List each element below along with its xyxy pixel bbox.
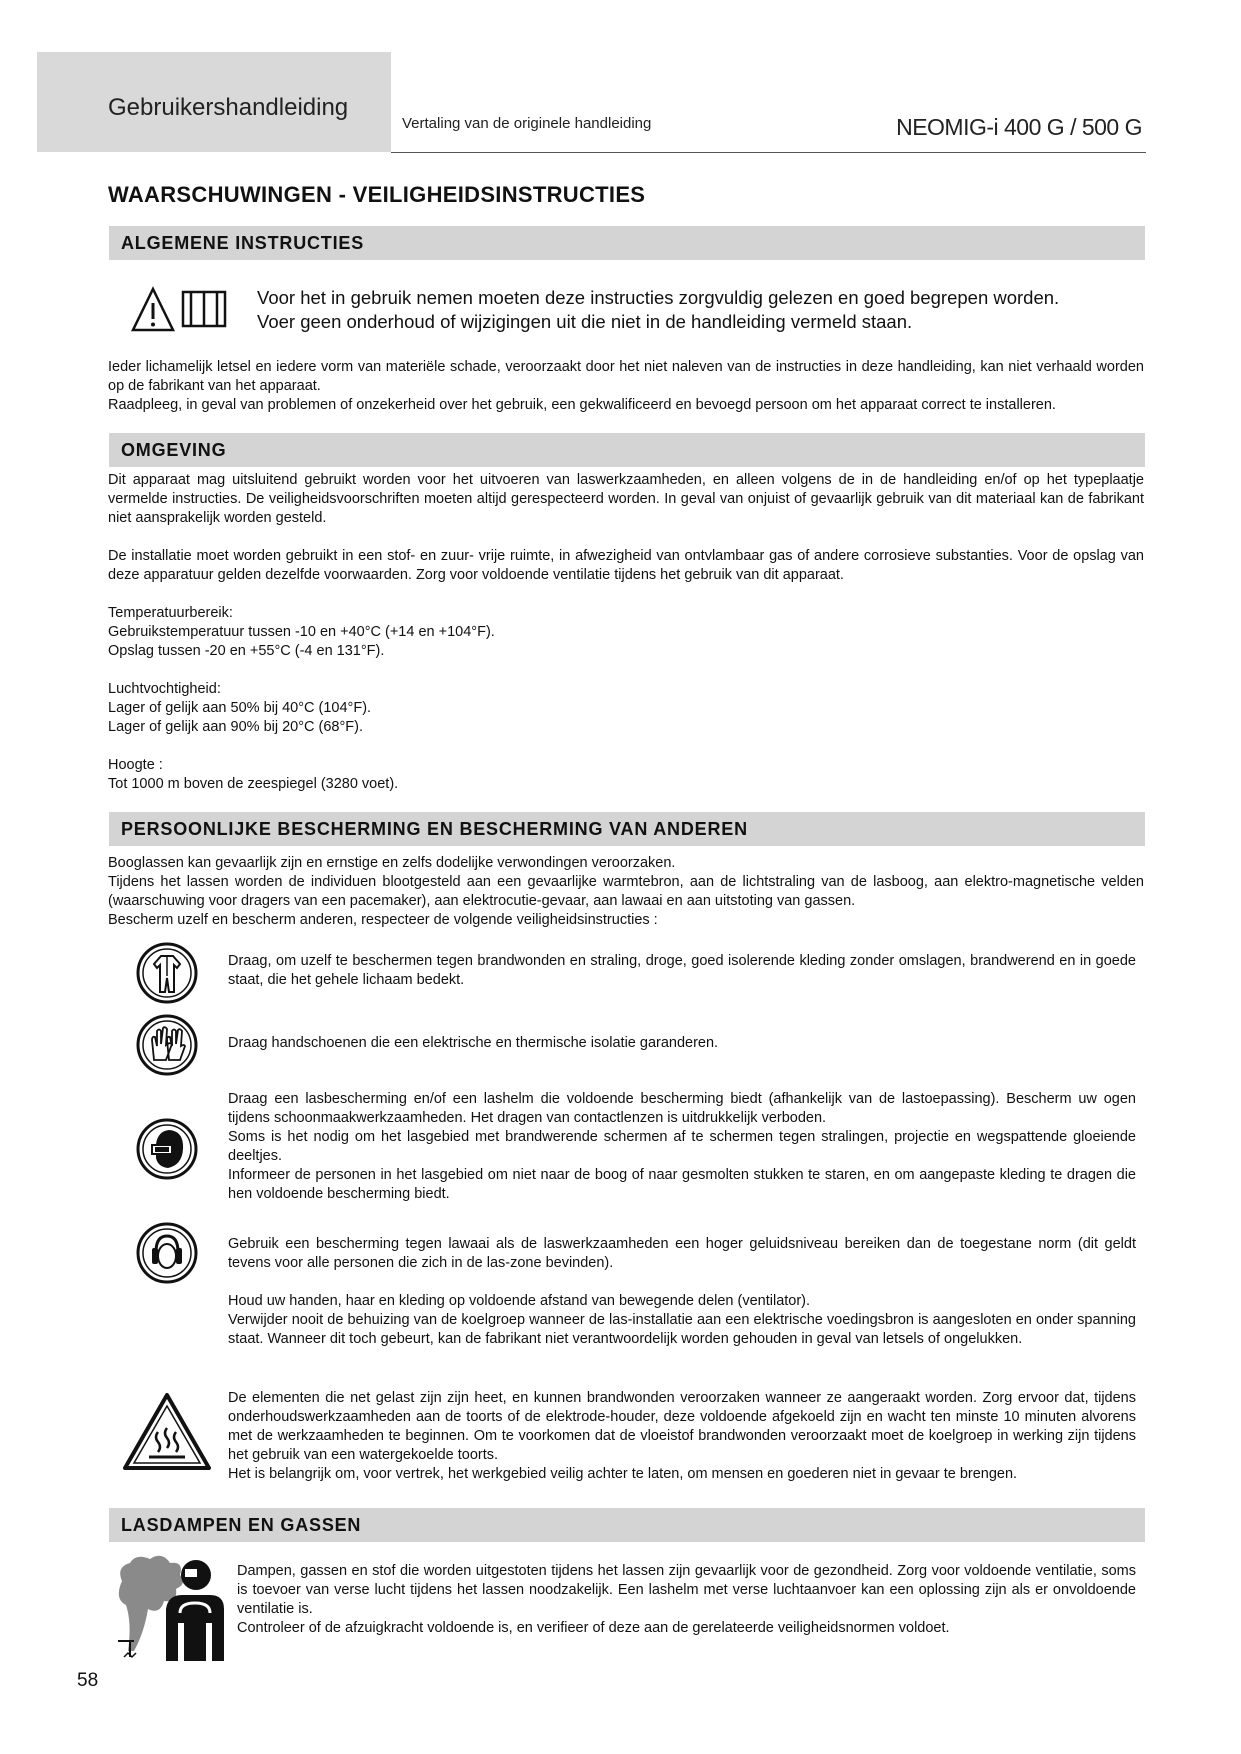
hot-surface-text: De elementen die net gelast zijn zijn heet, en kunnen brandwonden veroorzaken wanneer ze aangeraakt worden. Zorg ervoor dat, tijdens onderhoudswerkzaamheden aan de toorts of de elektrode-houder, deze voldoende afgekoeld zijn en wacht ten minste 10 minuten alvorens met de werkzaamheden te beginnen. Om te voorkomen dat de vloeistof brandwonden veroorzaakt moet de koelgroep in werking zijn tijdens het gebruik van een watergekoelde toorts. Het is belangrijk om, voor vertrek, het werkgebied veilig achter te laten, om mensen en goederen niet in gevaar te brengen.: [228, 1390, 1136, 1482]
header-divider: [391, 152, 1146, 153]
algemeen-paragraphs: Ieder lichamelijk letsel en iedere vorm van materiële schade, veroorzaakt door het niet naleven van de instructies in deze handleiding, kan niet verhaald worden op de fabrikant van het apparaat. Raadpleeg, in geval van problemen of onzekerheid over het gebruik, een gekwalificeerd en bevoegd persoon om het apparaat correct te installeren.: [108, 359, 1144, 413]
ear-text: Gebruik een bescherming tegen lawaai als de laswerkzaamheden een hoger geluidsniveau bereiken dan de toegestane norm (dit geldt tevens voor alle personen die zich in de las-zone bevinden).: [228, 1236, 1136, 1271]
ear-protection-icon: [136, 1222, 198, 1284]
section-heading-bescherming: PERSOONLIJKE BESCHERMING EN BESCHERMING VAN ANDEREN: [109, 812, 1145, 846]
clothing-text: Draag, om uzelf te beschermen tegen brandwonden en straling, droge, goed isolerende kleding zonder omslagen, brandwerend en in goede staat, die het gehele lichaam bedekt.: [228, 953, 1136, 988]
page-number: 58: [77, 1670, 99, 1691]
warning-manual-icon: [131, 286, 231, 334]
lasdampen-text: Dampen, gassen en stof die worden uitgestoten tijdens het lassen zijn gevaarlijk voor de gezondheid. Zorg voor voldoende ventilatie, soms is toevoer van verse lucht tijdens het lassen noodzakelijk. Een lashelm met verse luchtaanvoer kan een oplossing zijn als er onvoldoende ventilatie is. Controleer of de afzuigkracht voldoende is, en verifieer of deze aan de gerelateerde veiligheidsnormen voldoet.: [237, 1563, 1136, 1636]
gloves-text: Draag handschoenen die een elektrische en thermische isolatie garanderen.: [228, 1035, 719, 1051]
section-heading-algemeen: ALGEMENE INSTRUCTIES: [109, 226, 1145, 260]
welding-mask-icon: [136, 1118, 198, 1180]
header-title: Gebruikershandleiding: [108, 94, 349, 121]
header-subtitle: Vertaling van de originele handleiding: [402, 115, 652, 132]
omgeving-paragraphs: Dit apparaat mag uitsluitend gebruikt worden voor het uitvoeren van laswerkzaamheden, en alleen volgens de in de handleiding en/of op het typeplaatje vermelde instructies. De veiligheidsvoorschriften moeten altijd gerespecteerd worden. In geval van onjuist of gevaarlijk gebruik van dit materiaal kan de fabrikant niet aansprakelijk worden gesteld. De installatie moet worden gebruikt in een stof- en zuur- vrije ruimte, in afwezigheid van ontvlambaar gas of andere corrosieve substanties. Voor de opslag van deze apparatuur gelden dezelfde voorwaarden. Zorg voor voldoende ventilatie tijdens het gebruik van dit apparaat. Temperatuurbereik: Gebruikstemperatuur tussen -10 en +40°C (+14 en +104°F). Opslag tussen -20 en +55°C (-4 en 131°F). Luchtvochtigheid: Lager of gelijk aan 50% bij 40°C (104°F). Lager of gelijk aan 90% bij 20°C (68°F). Hoogte : Tot 1000 m boven de zeespiegel (3280 voet).: [108, 472, 1144, 792]
mask-text: Draag een lasbescherming en/of een lashelm die voldoende bescherming biedt (afhankelijk van de lastoepassing). Bescherm uw ogen tijdens schoonmaakwerkzaamheden. Het dragen van contactlenzen is uitdrukkelijk verboden. Soms is het nodig om het lasgebied met brandwerende schermen af te schermen tegen stralingen, projectie en wegspattende gloeiende deeltjes. Informeer de personen in het lasgebied om niet naar de boog of naar gesmolten stukken te staren, en om aangepaste kleding te dragen die hen voldoende bescherming biedt.: [228, 1091, 1136, 1202]
fan-text: Houd uw handen, haar en kleding op voldoende afstand van bewegende delen (ventilator). Verwijder nooit de behuizing van de koelgroep wanneer de las-installatie aan een elektrische voedingsbron is aangesloten en onder spanning staat. Wanneer dit toch gebeurt, kan de fabrikant niet verantwoordelijk worden gehouden in geval van letsels of ongelukken.: [228, 1293, 1136, 1347]
protective-clothing-icon: [136, 942, 198, 1004]
bescherming-intro: Booglassen kan gevaarlijk zijn en ernstige en zelfs dodelijke verwondingen veroorzaken. Tijdens het lassen worden de individuen blootgesteld aan een gevaarlijke warmtebron, aan de lichtstraling van de lasboog, aan elektro-magnetische velden (waarschuwing voor dragers van een pacemaker), aan elektrocutie-gevaar, aan lawaai en aan uitstoting van gassen. Bescherm uzelf en bescherm anderen, respecteer de volgende veiligheidsinstructies :: [108, 855, 1144, 928]
header-model: NEOMIG-i 400 G / 500 G: [896, 114, 1142, 140]
page-title: WAARSCHUWINGEN - VEILIGHEIDSINSTRUCTIES: [108, 182, 646, 207]
section-heading-omgeving: OMGEVING: [109, 433, 1145, 467]
intro-text: Voor het in gebruik nemen moeten deze instructies zorgvuldig gelezen en goed begrepen worden. Voer geen onderhoud of wijzigingen uit die niet in de handleiding vermeld staan.: [257, 287, 1060, 332]
section-heading-lasdampen: LASDAMPEN EN GASSEN: [109, 1508, 1145, 1542]
welding-fumes-icon: [114, 1553, 226, 1663]
protective-gloves-icon: [136, 1014, 198, 1076]
hot-surface-icon: [122, 1392, 212, 1472]
